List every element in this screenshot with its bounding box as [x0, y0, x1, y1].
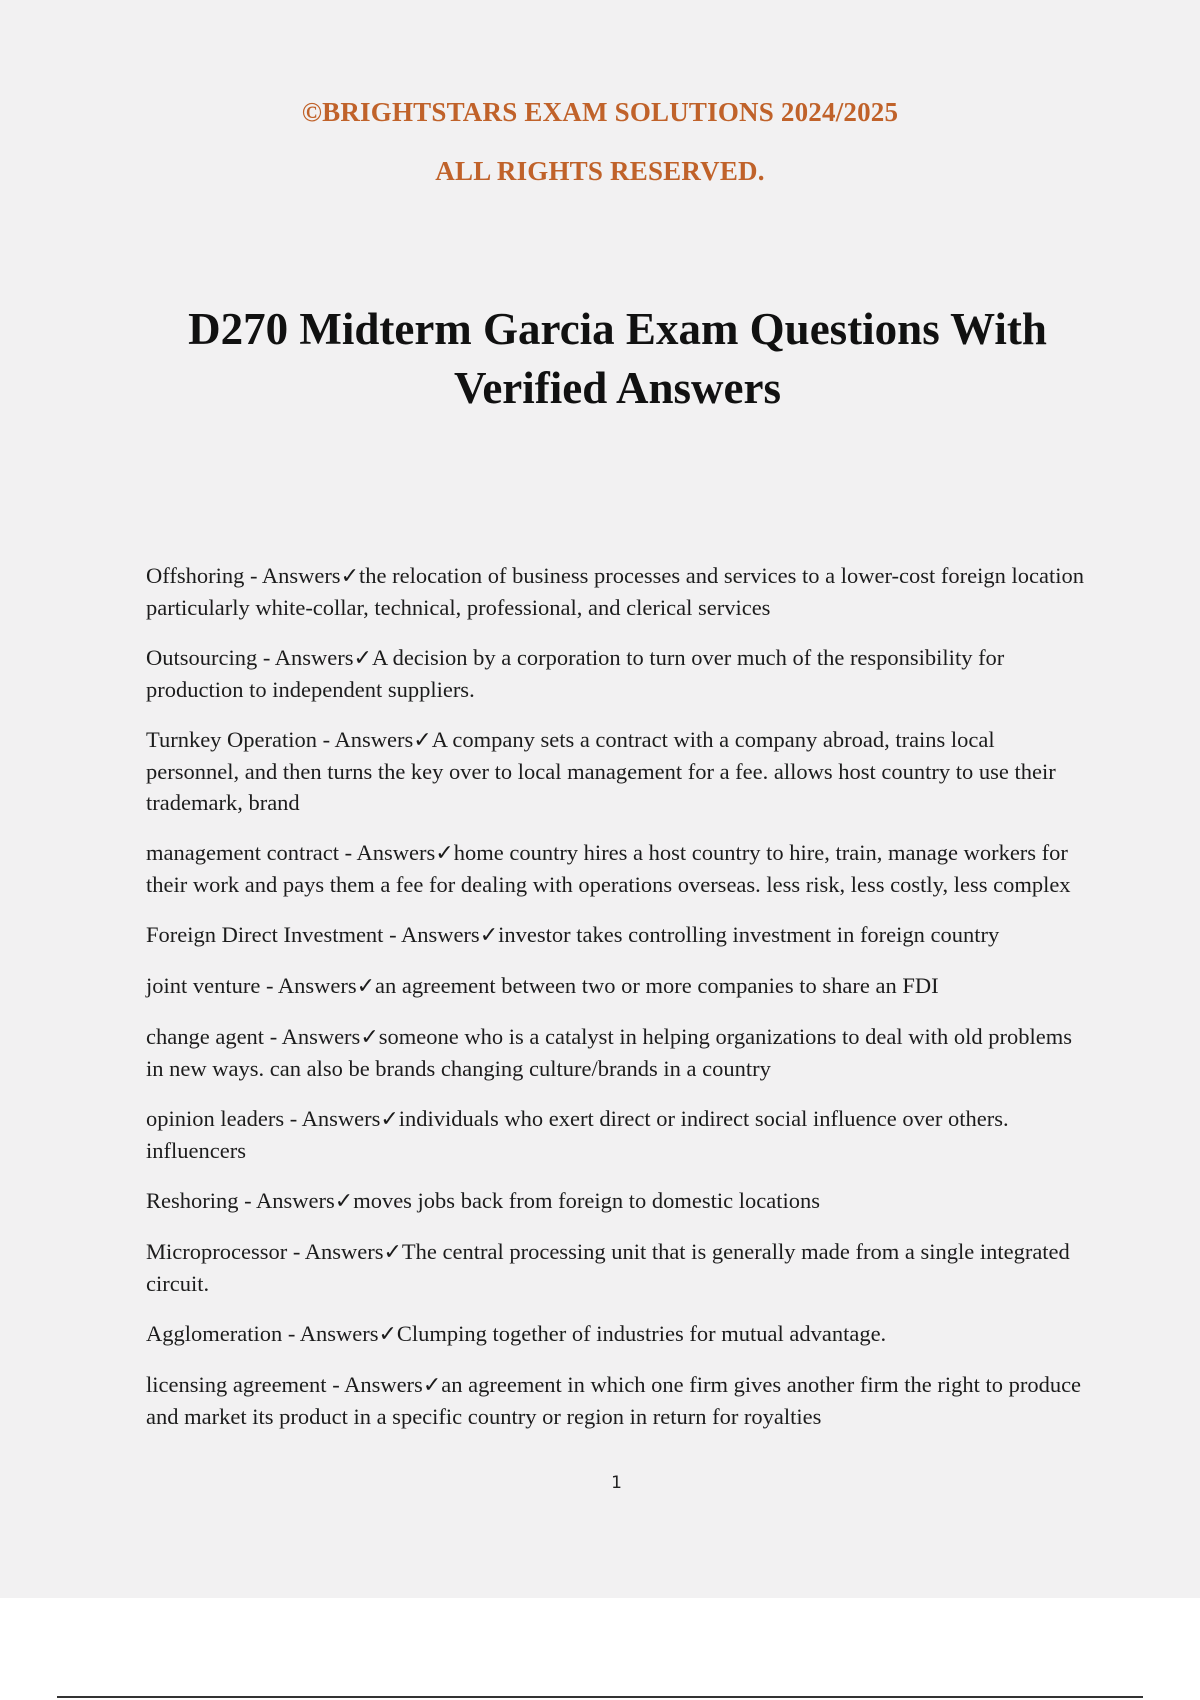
- qa-entry: [146, 1021, 1086, 1084]
- answers-label: - Answers: [339, 840, 436, 865]
- entry-definition: an agreement between two or more companies to share an FDI: [375, 973, 939, 998]
- answers-label: - Answers: [284, 1106, 381, 1131]
- checkmark-icon: ✓: [413, 728, 432, 753]
- entry-term: Outsourcing: [146, 645, 258, 670]
- qa-entry: [146, 1103, 1086, 1166]
- answers-label: - Answers: [383, 922, 480, 947]
- checkmark-icon: ✓: [353, 646, 372, 671]
- checkmark-icon: ✓: [334, 1189, 354, 1214]
- checkmark-icon: ✓: [378, 1322, 397, 1347]
- qa-entry: [146, 837, 1086, 900]
- checkmark-icon: ✓: [422, 1373, 442, 1398]
- qa-entry: [146, 724, 1086, 818]
- copyright-header: ©BRIGHTSTARS EXAM SOLUTIONS 2024/2025: [301, 97, 899, 127]
- answers-label: - Answers: [244, 563, 341, 588]
- checkmark-icon: ✓: [435, 841, 454, 866]
- entry-term: licensing agreement: [146, 1372, 327, 1397]
- entry-term: management contract: [146, 840, 340, 865]
- page-number: 1: [611, 1473, 622, 1493]
- entry-definition: someone who is a catalyst in helping organizations to deal with old problems in new ways. can also be brands changing culture/brands in a country: [146, 1024, 1072, 1081]
- answers-label: - Answers: [257, 645, 354, 670]
- entry-term: change agent: [146, 1024, 265, 1049]
- entry-term: Offshoring: [146, 563, 245, 588]
- title-line-1: D270 Midterm Garcia Exam Questions With: [188, 304, 1047, 354]
- checkmark-icon: ✓: [356, 974, 376, 999]
- answers-label: - Answers: [260, 973, 357, 998]
- entry-term: joint venture: [146, 973, 261, 998]
- entry-term: Agglomeration: [146, 1321, 283, 1346]
- entry-definition: individuals who exert direct or indirect social influence over others. influencers: [146, 1106, 1009, 1163]
- qa-entry: [146, 1236, 1086, 1299]
- entry-term: Foreign Direct Investment: [146, 922, 384, 947]
- entry-term: Turnkey Operation: [146, 727, 318, 752]
- entry-term: Microprocessor: [146, 1239, 288, 1264]
- answers-label: - Answers: [264, 1024, 361, 1049]
- rights-reserved-header: ALL RIGHTS RESERVED.: [435, 156, 765, 186]
- bottom-rule: [57, 1696, 1143, 1698]
- checkmark-icon: ✓: [340, 564, 360, 589]
- answers-label: - Answers: [287, 1239, 384, 1264]
- qa-entry: [146, 919, 1086, 951]
- entry-definition: the relocation of business processes and services to a lower-cost foreign location particularly white-collar, technical, professional, and clerical services: [146, 563, 1084, 620]
- entry-definition: A company sets a contract with a company abroad, trains local personnel, and then turns the key over to local management for a fee. allows host country to use their trademark, brand: [146, 727, 1056, 815]
- answers-label: - Answers: [317, 727, 414, 752]
- checkmark-icon: ✓: [383, 1240, 402, 1265]
- qa-entry: [146, 1369, 1086, 1432]
- entry-definition: moves jobs back from foreign to domestic locations: [353, 1188, 820, 1213]
- document-title: [100, 300, 1135, 418]
- entry-definition: investor takes controlling investment in foreign country: [498, 922, 1000, 947]
- entry-term: Reshoring: [146, 1188, 239, 1213]
- qa-entry: [146, 1185, 1086, 1217]
- entry-definition: home country hires a host country to hire, train, manage workers for their work and pays them a fee for dealing with operations overseas. less risk, less costly, less complex: [146, 840, 1071, 897]
- answers-label: - Answers: [238, 1188, 335, 1213]
- qa-entry: [146, 642, 1086, 705]
- entry-term: opinion leaders: [146, 1106, 285, 1131]
- entry-definition: Clumping together of industries for mutual advantage.: [396, 1321, 887, 1346]
- qa-entry-list: [146, 560, 1086, 1451]
- checkmark-icon: ✓: [380, 1107, 399, 1132]
- entry-definition: an agreement in which one firm gives another firm the right to produce and market its product in a specific country or region in return for royalties: [146, 1372, 1082, 1429]
- qa-entry: [146, 970, 1086, 1002]
- qa-entry: [146, 1318, 1086, 1350]
- entry-definition: A decision by a corporation to turn over much of the responsibility for production to independent suppliers.: [146, 645, 1005, 702]
- checkmark-icon: ✓: [360, 1025, 379, 1050]
- answers-label: - Answers: [326, 1372, 423, 1397]
- title-line-2: Verified Answers: [453, 363, 782, 413]
- checkmark-icon: ✓: [479, 923, 499, 948]
- entry-definition: The central processing unit that is generally made from a single integrated circuit.: [146, 1239, 1070, 1296]
- answers-label: - Answers: [282, 1321, 379, 1346]
- qa-entry: [146, 560, 1086, 623]
